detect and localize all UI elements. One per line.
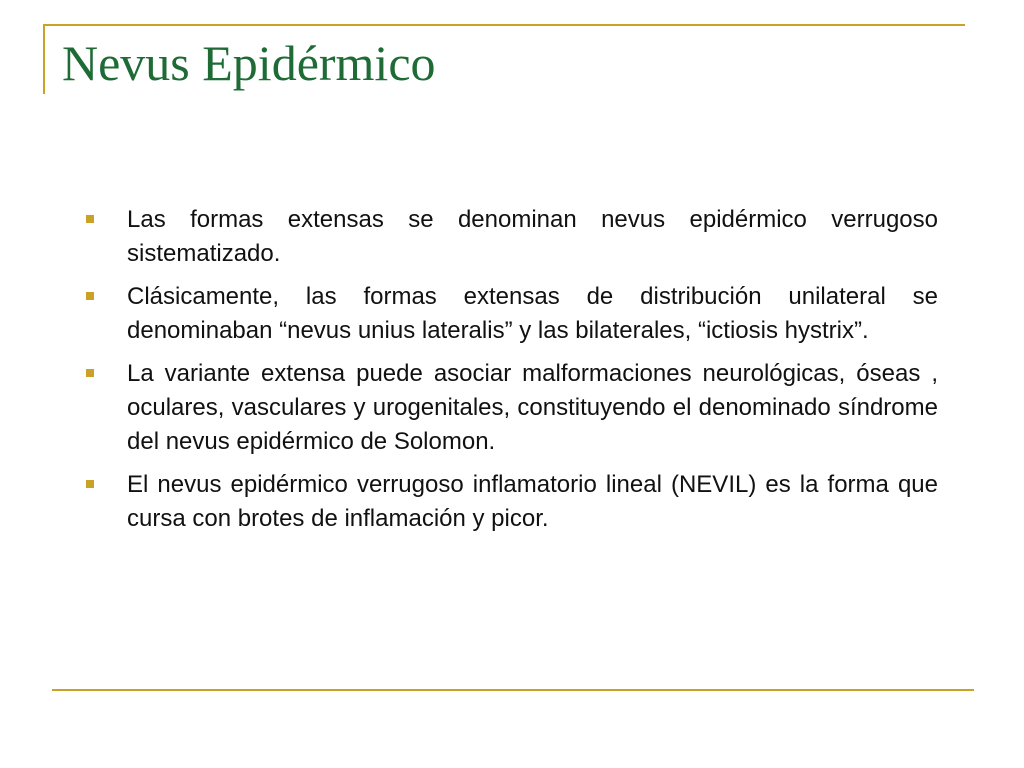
bullet-item	[86, 203, 938, 271]
bottom-rule-line	[52, 689, 974, 691]
bullet-text: El nevus epidérmico verrugoso inflamatorio lineal (NEVIL) es la forma que cursa con brotes de inflamación y picor.	[127, 471, 938, 532]
bullet-item	[86, 280, 938, 348]
square-bullet-icon	[86, 369, 94, 377]
bullet-text: La variante extensa puede asociar malformaciones neurológicas, óseas , oculares, vasculares y urogenitales, constituyendo el denominado síndrome del nevus epidérmico de Solomon.	[127, 360, 938, 455]
bullet-item	[86, 468, 938, 536]
square-bullet-icon	[86, 292, 94, 300]
left-frame-line	[43, 24, 45, 94]
top-frame-line	[43, 24, 965, 26]
bullet-list	[86, 203, 938, 545]
square-bullet-icon	[86, 215, 94, 223]
slide-title: Nevus Epidérmico	[62, 35, 436, 91]
bullet-item	[86, 357, 938, 459]
bullet-text: Las formas extensas se denominan nevus epidérmico verrugoso sistematizado.	[127, 206, 938, 267]
square-bullet-icon	[86, 480, 94, 488]
bullet-text: Clásicamente, las formas extensas de distribución unilateral se denominaban “nevus unius lateralis” y las bilaterales, “ictiosis hystrix”.	[127, 283, 938, 344]
